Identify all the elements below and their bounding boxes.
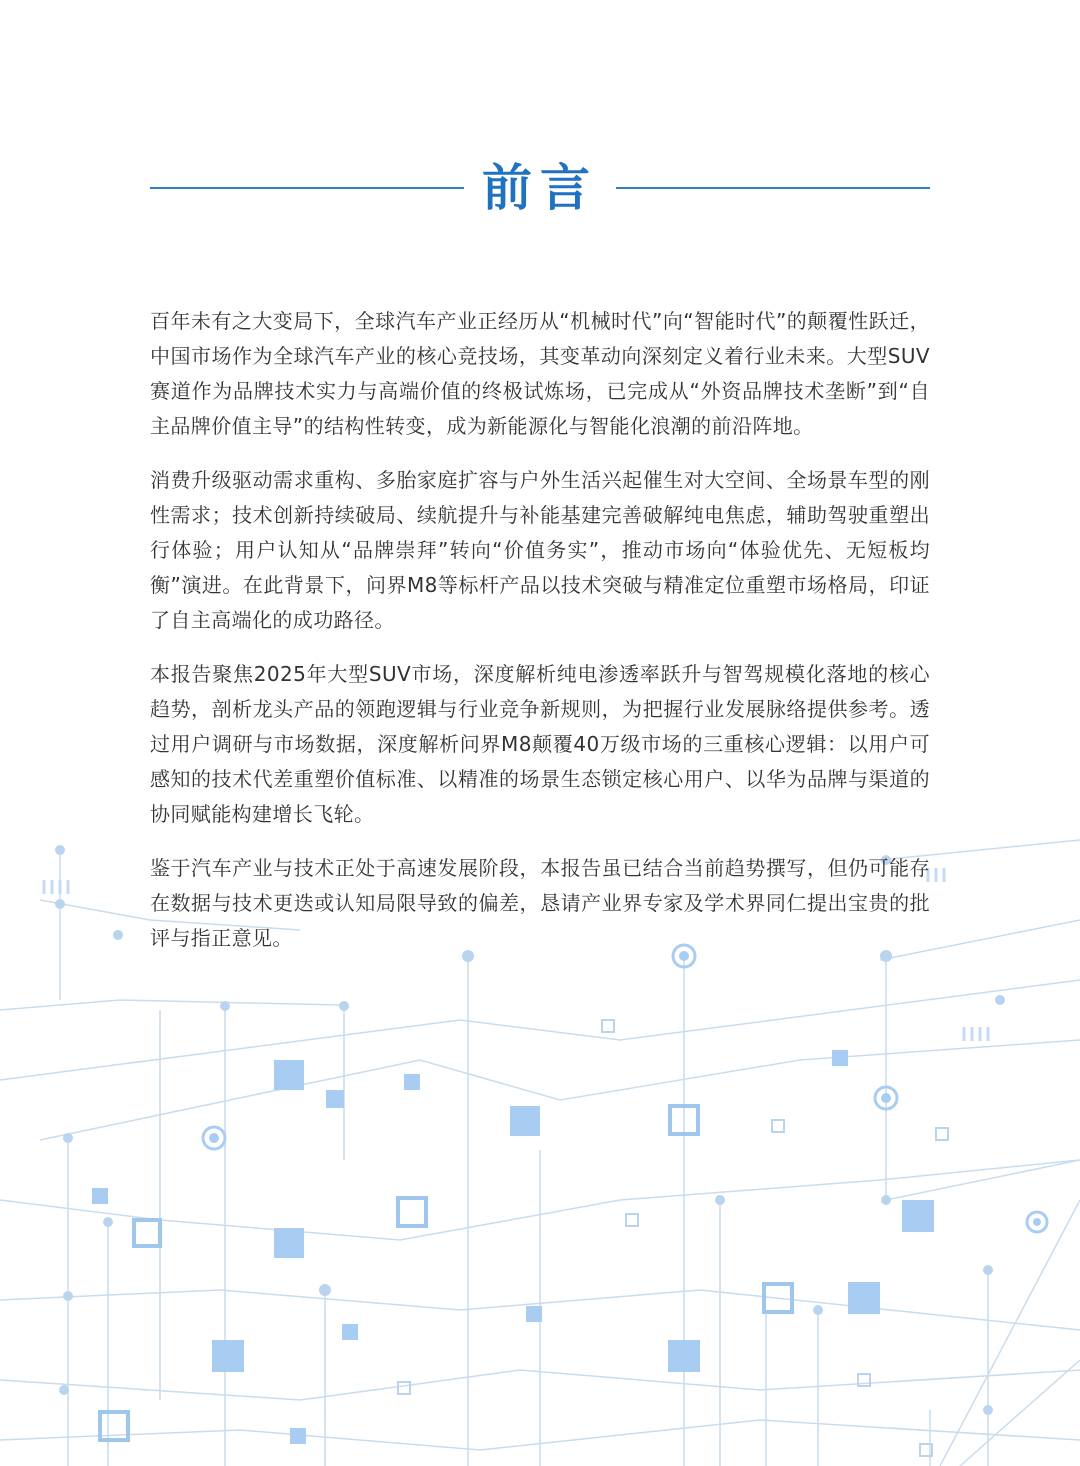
paragraph-1: 百年未有之大变局下，全球汽车产业正经历从“机械时代”向“智能时代”的颠覆性跃迁，中国市场作为全球汽车产业的核心竞技场，其变革动向深刻定义着行业未来。大型SUV赛道作为品牌技术实力与高端价值的终极试炼场，已完成从“外资品牌技术垄断”到“自主品牌价值主导”的结构性转变，成为新能源化与智能化浪潮的前沿阵地。 [150,309,930,438]
heading-rule-left [150,187,464,189]
page-title: 前言 [482,159,598,217]
paragraph-3: 本报告聚焦2025年大型SUV市场，深度解析纯电渗透率跃升与智驾规模化落地的核心趋势，剖析龙头产品的领跑逻辑与行业竞争新规则，为把握行业发展脉络提供参考。透过用户调研与市场数据，深度解析问界M8颠覆40万级市场的三重核心逻辑：以用户可感知的技术代差重塑价值标准、以精准的场景生态锁定核心用户、以华为品牌与渠道的协同赋能构建增长飞轮。 [150,662,930,826]
paragraph-4: 鉴于汽车产业与技术正处于高速发展阶段，本报告虽已结合当前趋势撰写，但仍可能存在数据与技术更迭或认知局限导致的偏差，恳请产业界专家及学术界同仁提出宝贵的批评与指正意见。 [150,856,930,950]
preface-body [150,304,930,975]
heading-rule-right [616,187,930,189]
heading-row [150,150,930,226]
paragraph-2: 消费升级驱动需求重构、多胎家庭扩容与户外生活兴起催生对大空间、全场景车型的刚性需求；技术创新持续破局、续航提升与补能基建完善破解纯电焦虑，辅助驾驶重塑出行体验；用户认知从“品牌崇拜”转向“价值务实”，推动市场向“体验优先、无短板均衡”演进。在此背景下，问界M8等标杆产品以技术突破与精准定位重塑市场格局，印证了自主高端化的成功路径。 [150,468,930,632]
